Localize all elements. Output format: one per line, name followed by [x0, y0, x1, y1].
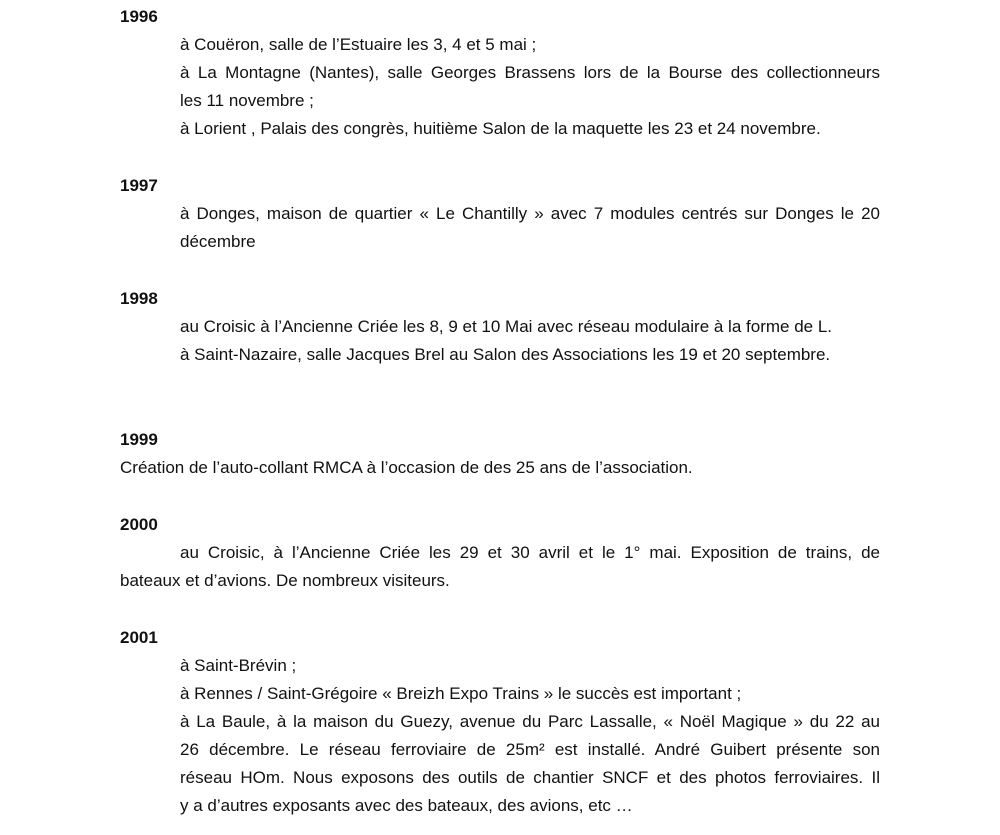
text-line: les 11 novembre ; [180, 91, 314, 110]
text-line: bateaux et d’avions. De nombreux visiteurs. [120, 571, 450, 590]
text-line: au Croisic à l’Ancienne Criée les 8, 9 et 10 Mai avec réseau modulaire à la forme de L. [180, 317, 833, 336]
text-line: Création de l’auto-collant RMCA à l’occasion de des 25 ans de l’association. [120, 458, 693, 477]
text-line: à Donges, maison de quartier « Le Chantilly » avec 7 modules centrés sur Donges le 20 [180, 204, 880, 223]
text-line: réseau HOm. Nous exposons des outils de chantier SNCF et des photos ferroviaires. Il [180, 768, 880, 787]
text-line: y a d’autres exposants avec des bateaux, des avions, etc … [180, 796, 633, 815]
text-line: 26 décembre. Le réseau ferroviaire de 25m² est installé. André Guibert présente son [180, 740, 880, 759]
text-line: à La Baule, à la maison du Guezy, avenue du Parc Lassalle, « Noël Magique » du 22 au [180, 712, 880, 731]
year-heading: 1999 [120, 430, 158, 449]
year-heading: 1998 [120, 289, 158, 308]
year-heading: 2000 [120, 515, 158, 534]
text-line: à La Montagne (Nantes), salle Georges Brassens lors de la Bourse des collectionneurs [180, 63, 880, 82]
year-heading: 2001 [120, 628, 158, 647]
text-line: à Saint-Brévin ; [180, 656, 297, 675]
text-line: au Croisic, à l’Ancienne Criée les 29 et 30 avril et le 1° mai. Exposition de trains, de [180, 543, 880, 562]
year-heading: 1996 [120, 7, 158, 26]
year-heading: 1997 [120, 176, 158, 195]
text-line: à Lorient , Palais des congrès, huitième Salon de la maquette les 23 et 24 novembre. [180, 119, 821, 138]
text-line: décembre [180, 232, 256, 251]
text-line: à Rennes / Saint-Grégoire « Breizh Expo Trains » le succès est important ; [180, 684, 742, 703]
text-line: à Saint-Nazaire, salle Jacques Brel au Salon des Associations les 19 et 20 septembre. [180, 345, 831, 364]
text-line: à Couëron, salle de l’Estuaire les 3, 4 et 5 mai ; [180, 35, 537, 54]
